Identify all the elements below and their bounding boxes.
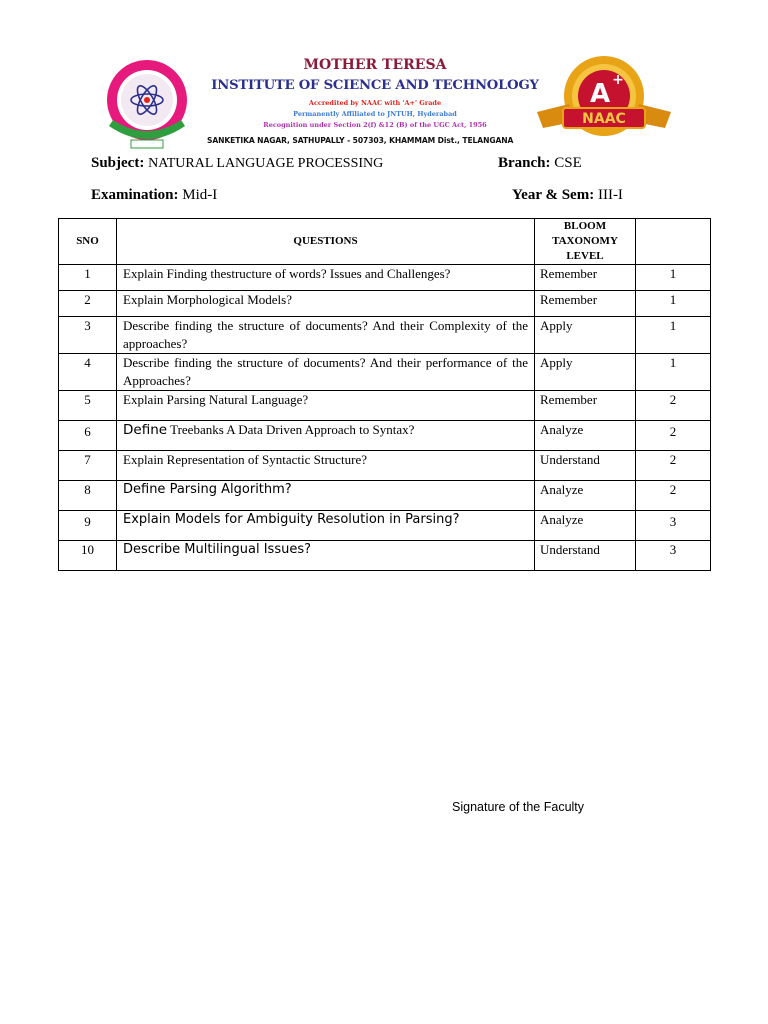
cell-bloom: Apply: [535, 317, 636, 354]
table-row: [59, 511, 711, 541]
subject-label: Subject:: [91, 155, 145, 171]
subject-line: [91, 155, 383, 172]
cell-level: 3: [636, 541, 711, 571]
branch-value: CSE: [554, 155, 582, 171]
table-row: [59, 481, 711, 511]
cell-bloom: Understand: [535, 541, 636, 571]
examination-label: Examination:: [91, 187, 179, 203]
institute-name-block: [205, 52, 545, 131]
institute-logo-icon: [95, 56, 203, 152]
cell-sno: 7: [59, 451, 117, 481]
cell-level: 2: [636, 391, 711, 421]
cell-level: 1: [636, 291, 711, 317]
table-header-row: [59, 219, 711, 265]
cell-bloom: Remember: [535, 265, 636, 291]
table-row: [59, 451, 711, 481]
questions-table: [58, 218, 711, 571]
affiliation-text: Permanently Affiliated to JNTUH, Hyderabad: [293, 110, 457, 118]
cell-level: 3: [636, 511, 711, 541]
branch-label: Branch:: [498, 155, 551, 171]
cell-bloom: Analyze: [535, 481, 636, 511]
recognition-text: Recognition under Section 2(f) &12 (B) of the UGC Act, 1956: [263, 121, 487, 129]
institute-header: [95, 52, 685, 152]
header-level: [636, 219, 711, 265]
cell-level: 1: [636, 317, 711, 354]
accreditation-text: Accredited by NAAC with 'A+' Grade: [308, 99, 442, 107]
header-questions: QUESTIONS: [117, 219, 535, 265]
cell-level: 2: [636, 421, 711, 451]
year-sem-value: III-I: [597, 187, 623, 203]
cell-sno: 5: [59, 391, 117, 421]
institute-address: SANKETIKA NAGAR, SATHUPALLY - 507303, KHAMMAM Dist., TELANGANA: [207, 136, 514, 145]
institute-name-line2: INSTITUTE OF SCIENCE AND TECHNOLOGY: [211, 78, 539, 93]
institute-name-line1: MOTHER TERESA: [303, 57, 447, 73]
cell-level: 1: [636, 265, 711, 291]
naac-label: NAAC: [582, 111, 626, 127]
cell-bloom: Remember: [535, 391, 636, 421]
cell-question: [117, 421, 535, 451]
table-row: [59, 354, 711, 391]
table-row: [59, 265, 711, 291]
cell-bloom: Analyze: [535, 511, 636, 541]
cell-question: Explain Representation of Syntactic Structure?: [117, 451, 535, 481]
header-bloom: BLOOM TAXONOMY LEVEL: [535, 219, 636, 265]
cell-bloom: Analyze: [535, 421, 636, 451]
table-row: [59, 541, 711, 571]
examination-line: [91, 187, 217, 204]
cell-question: Define Parsing Algorithm?: [117, 481, 535, 511]
cell-question: Explain Morphological Models?: [117, 291, 535, 317]
cell-bloom: Apply: [535, 354, 636, 391]
cell-question: Explain Models for Ambiguity Resolution in Parsing?: [117, 511, 535, 541]
naac-badge-icon: [533, 52, 675, 148]
naac-grade: A: [589, 79, 611, 109]
examination-value: Mid-I: [182, 187, 218, 203]
cell-sno: 4: [59, 354, 117, 391]
cell-question: Explain Finding thestructure of words? Issues and Challenges?: [117, 265, 535, 291]
table-row: [59, 421, 711, 451]
table-row: [59, 291, 711, 317]
cell-question: Explain Parsing Natural Language?: [117, 391, 535, 421]
year-sem-label: Year & Sem:: [512, 187, 595, 203]
cell-sno: 6: [59, 421, 117, 451]
cell-question: Describe Multilingual Issues?: [117, 541, 535, 571]
branch-line: [498, 155, 582, 172]
cell-sno: 2: [59, 291, 117, 317]
subject-value: NATURAL LANGUAGE PROCESSING: [148, 156, 384, 171]
cell-level: 2: [636, 481, 711, 511]
faculty-signature-label: Signature of the Faculty: [452, 800, 585, 814]
table-row: [59, 317, 711, 354]
cell-level: 2: [636, 451, 711, 481]
cell-question: Describe finding the structure of documents? And their Complexity of the approaches?: [117, 317, 535, 354]
cell-question: Describe finding the structure of documents? And their performance of the Approaches?: [117, 354, 535, 391]
naac-grade-plus: +: [612, 72, 624, 88]
cell-sno: 9: [59, 511, 117, 541]
header-sno: SNO: [59, 219, 117, 265]
cell-sno: 1: [59, 265, 117, 291]
year-sem-line: [512, 187, 623, 204]
cell-bloom: Remember: [535, 291, 636, 317]
question-prefix: Define: [123, 422, 168, 438]
cell-bloom: Understand: [535, 451, 636, 481]
question-text: Treebanks A Data Driven Approach to Syntax?: [167, 422, 415, 437]
cell-sno: 8: [59, 481, 117, 511]
cell-sno: 10: [59, 541, 117, 571]
table-row: [59, 391, 711, 421]
cell-sno: 3: [59, 317, 117, 354]
cell-level: 1: [636, 354, 711, 391]
